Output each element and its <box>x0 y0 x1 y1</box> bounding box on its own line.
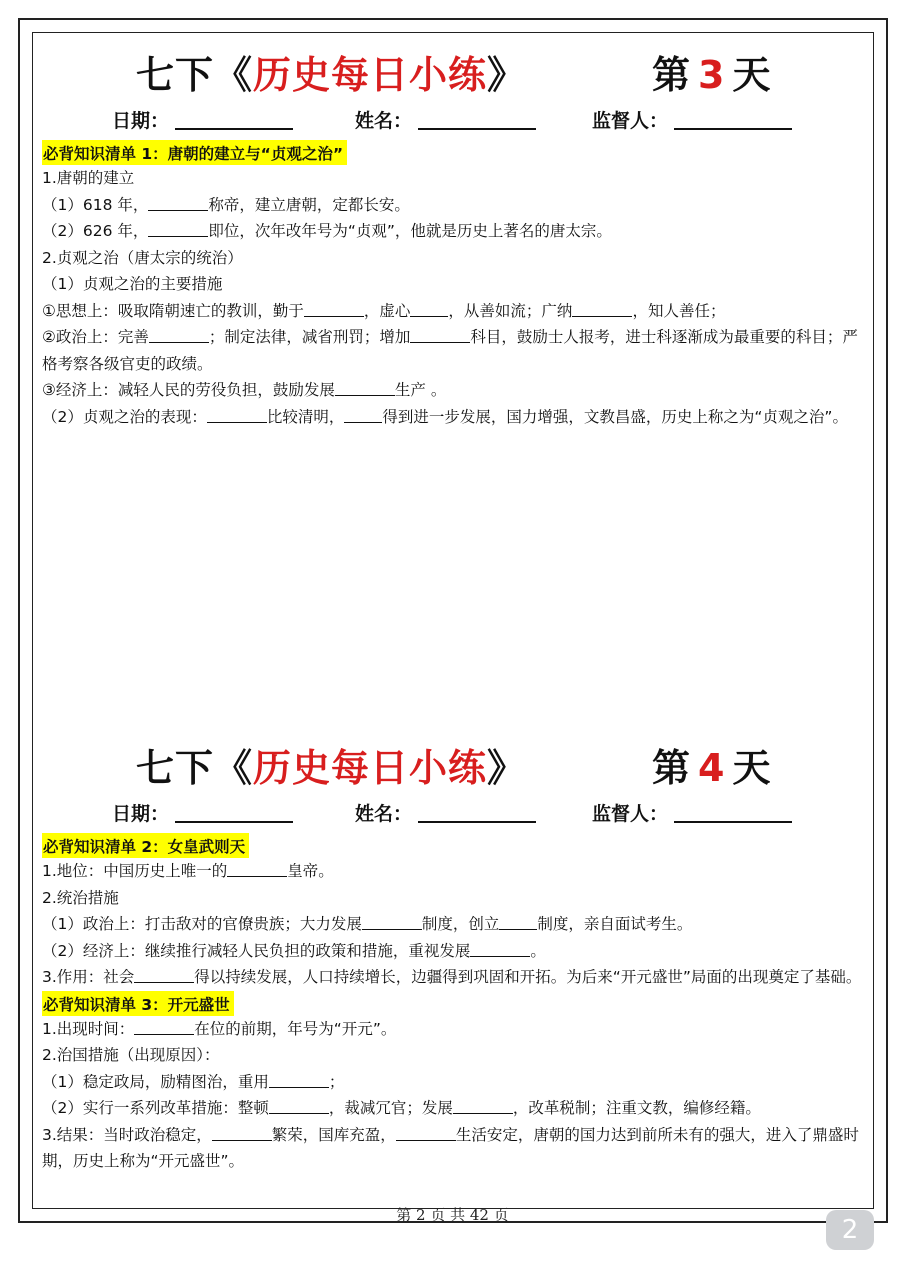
content-line <box>42 858 864 885</box>
line-text: （1）贞观之治的主要措施 <box>42 275 223 293</box>
line-text: （2）626 年， <box>42 222 149 240</box>
date-field: 日期： <box>112 799 293 826</box>
line-text: 生活安定，唐朝的国力达到前所未有的强大，进入了鼎盛时期，历史上称为“开元盛世”。 <box>42 1125 859 1170</box>
content-line <box>42 964 864 991</box>
fill-in-blank[interactable] <box>453 1099 513 1114</box>
content-line <box>42 911 864 938</box>
line-text: 2.贞观之治（唐太宗的统治） <box>42 248 243 267</box>
day-label: 第 4 天 <box>652 746 771 790</box>
date-field: 日期： <box>112 106 293 133</box>
content-line <box>42 324 864 377</box>
line-text: 制度，创立 <box>421 915 500 933</box>
content-line <box>42 1095 864 1122</box>
fill-in-blank[interactable] <box>396 1126 456 1141</box>
line-text: 3.作用：社会 <box>42 968 135 986</box>
title-row <box>42 733 864 799</box>
fill-in-blank[interactable] <box>572 302 632 317</box>
content-line <box>42 1069 864 1096</box>
content-line <box>42 192 864 219</box>
fill-in-blank[interactable] <box>304 302 364 317</box>
worksheet-title: 七下《历史每日小练》 <box>136 746 527 790</box>
line-text: 科目，鼓励士人报考，进士科逐渐成为最重要的科目；严格考察各级官吏的政绩。 <box>42 328 858 373</box>
fill-in-blank[interactable] <box>227 862 287 877</box>
worksheet-day-3 <box>42 40 864 430</box>
content-line <box>42 165 864 192</box>
fill-in-blank[interactable] <box>362 915 422 930</box>
line-text: 比较清明， <box>266 407 345 426</box>
line-text: 。 <box>530 941 546 960</box>
line-text: 1.出现时间： <box>42 1019 135 1038</box>
name-field: 姓名： <box>355 106 536 133</box>
line-text: ，裁减冗官；发展 <box>328 1099 453 1117</box>
content-line <box>42 1016 864 1043</box>
day-label: 第 3 天 <box>652 53 771 97</box>
knowledge-list-heading: 必背知识清单 1：唐朝的建立与“贞观之治” <box>42 140 347 165</box>
line-text: 3.结果：当时政治稳定， <box>42 1125 212 1144</box>
content-line <box>42 218 864 245</box>
line-text: 1.唐朝的建立 <box>42 169 135 187</box>
line-text: 制度，亲自面试考生。 <box>537 915 693 933</box>
line-text: ，从善如流；广纳 <box>448 301 573 320</box>
supervisor-field: 监督人： <box>592 106 792 133</box>
line-text: ； <box>328 1072 345 1091</box>
line-text: 得到进一步发展，国力增强，文教昌盛，历史上称之为“贞观之治”。 <box>382 407 848 426</box>
line-text: （1）稳定政局，励精图治，重用 <box>42 1072 269 1091</box>
content-line <box>42 1122 864 1175</box>
knowledge-list-heading: 必背知识清单 3：开元盛世 <box>42 991 234 1016</box>
line-text: 繁荣，国库充盈， <box>271 1125 396 1144</box>
fill-in-blank[interactable] <box>410 328 470 343</box>
page-footer: 第 2 页 共 42 页 <box>396 1206 509 1224</box>
content-line <box>42 938 864 965</box>
content-line <box>42 271 864 298</box>
line-text: （1）政治上：打击敌对的官僚贵族；大力发展 <box>42 915 362 933</box>
fill-in-blank[interactable] <box>269 1099 329 1114</box>
content-line <box>42 377 864 404</box>
fill-in-blank[interactable] <box>148 196 208 211</box>
knowledge-content <box>42 165 864 430</box>
line-text: 即位，次年改年号为“贞观”，他就是历史上著名的唐太宗。 <box>208 222 612 240</box>
worksheet-title: 七下《历史每日小练》 <box>136 53 527 97</box>
fill-in-blank[interactable] <box>499 915 537 930</box>
knowledge-content <box>42 1016 864 1175</box>
knowledge-content <box>42 858 864 991</box>
fill-in-blank[interactable] <box>470 942 530 957</box>
name-field: 姓名： <box>355 799 536 826</box>
title-row <box>42 40 864 106</box>
fill-in-blank[interactable] <box>344 408 382 423</box>
line-text: （2）经济上：继续推行减轻人民负担的政策和措施，重视发展 <box>42 941 471 960</box>
line-text: ③经济上：减轻人民的劳役负担，鼓励发展 <box>42 381 335 399</box>
meta-row <box>42 106 864 140</box>
content-line <box>42 885 864 912</box>
fill-in-blank[interactable] <box>212 1126 272 1141</box>
fill-in-blank[interactable] <box>335 381 395 396</box>
line-text: 生产 。 <box>394 381 447 399</box>
fill-in-blank[interactable] <box>410 302 448 317</box>
knowledge-list-heading: 必背知识清单 2：女皇武则天 <box>42 833 249 858</box>
content-line <box>42 245 864 272</box>
fill-in-blank[interactable] <box>134 1020 194 1035</box>
line-text: ，知人善任； <box>632 301 726 320</box>
meta-row <box>42 799 864 833</box>
line-text: ；制定法律，减省刑罚；增加 <box>208 328 411 346</box>
content-line <box>42 1042 864 1069</box>
line-text: （2）实行一系列改革措施：整顿 <box>42 1099 269 1117</box>
line-text: （1）618 年， <box>42 195 149 214</box>
line-text: ①思想上：吸取隋朝速亡的教训，勤于 <box>42 301 304 320</box>
fill-in-blank[interactable] <box>269 1073 329 1088</box>
fill-in-blank[interactable] <box>134 968 194 983</box>
fill-in-blank[interactable] <box>149 328 209 343</box>
line-text: ，改革税制；注重文教，编修经籍。 <box>512 1099 761 1117</box>
content-line <box>42 298 864 325</box>
line-text: 称帝，建立唐朝，定都长安。 <box>208 195 410 214</box>
line-text: 皇帝。 <box>287 862 334 880</box>
worksheet-day-4 <box>42 733 864 1175</box>
line-text: ②政治上：完善 <box>42 328 149 346</box>
line-text: 2.治国措施（出现原因）： <box>42 1046 220 1064</box>
line-text: 1.地位：中国历史上唯一的 <box>42 862 228 880</box>
line-text: 2.统治措施 <box>42 888 119 907</box>
content-line <box>42 404 864 431</box>
fill-in-blank[interactable] <box>148 222 208 237</box>
page-number-badge: 2 <box>826 1210 874 1250</box>
fill-in-blank[interactable] <box>207 408 267 423</box>
line-text: 得以持续发展，人口持续增长，边疆得到巩固和开拓。为后来“开元盛世”局面的出现奠定了基础。 <box>194 968 862 986</box>
supervisor-field: 监督人： <box>592 799 792 826</box>
line-text: （2）贞观之治的表现： <box>42 407 207 426</box>
line-text: 在位的前期，年号为“开元”。 <box>194 1019 397 1038</box>
line-text: ，虚心 <box>363 301 411 320</box>
